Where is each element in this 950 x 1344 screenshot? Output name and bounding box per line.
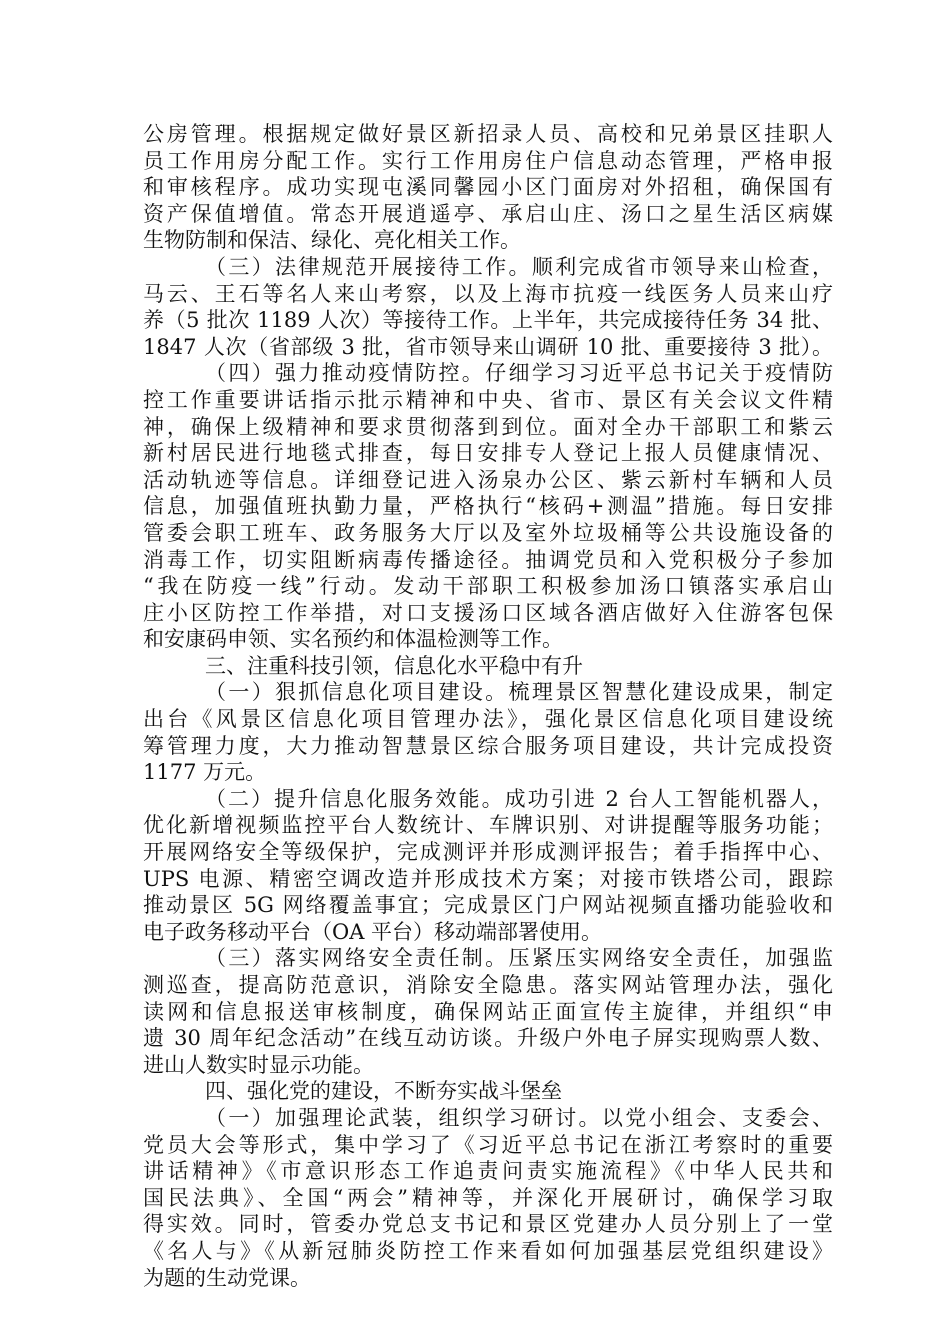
text-line: 1847 人次（省部级 3 批，省市领导来山调研 10 批、重要接待 3 批）。 [143, 334, 833, 359]
text-line: 管委会职工班车、政务服务大厅以及室外垃圾桶等公共设施设备的 [143, 520, 833, 545]
text-line: 1177 万元。 [143, 760, 267, 785]
text-line: 控工作重要讲话指示批示精神和中央、省市、景区有关会议文件精 [143, 387, 833, 412]
text-line: UPS 电源、精密空调改造并形成技术方案；对接市铁塔公司，跟踪 [143, 866, 833, 891]
text-line: 生物防制和保洁、绿化、亮化相关工作。 [143, 228, 521, 253]
text-line: 讲话精神》《市意识形态工作追责问责实施流程》《中华人民共和 [143, 1159, 833, 1184]
text-line: “我在防疫一线”行动。发动干部职工积极参加汤口镇落实承启山 [143, 574, 833, 599]
text-line: （二）提升信息化服务效能。成功引进 2 台人工智能机器人， [205, 786, 833, 811]
text-line: 为题的生动党课。 [143, 1265, 311, 1290]
text-line: （四）强力推动疫情防控。仔细学习习近平总书记关于疫情防 [205, 361, 833, 386]
text-line: 员工作用房分配工作。实行工作用房住户信息动态管理，严格申报 [143, 148, 833, 173]
text-line: 进山人数实时显示功能。 [143, 1052, 374, 1077]
text-line: 党员大会等形式，集中学习了《习近平总书记在浙江考察时的重要 [143, 1132, 833, 1157]
text-line: 读网和信息报送审核制度，确保网站正面宣传主旋律，并组织“申 [143, 999, 833, 1024]
text-line: 庄小区防控工作举措，对口支援汤口区域各酒店做好入住游客包保 [143, 600, 833, 625]
text-line: 养（5 批次 1189 人次）等接待工作。上半年，共完成接待任务 34 批、 [143, 308, 833, 333]
text-line: 遗 30 周年纪念活动”在线互动访谈。升级户外电子屏实现购票人数、 [143, 1026, 833, 1051]
text-line: （三）法律规范开展接待工作。顺利完成省市领导来山检查， [205, 254, 833, 279]
text-line: 四、强化党的建设，不断夯实战斗堡垒 [205, 1079, 562, 1104]
text-line: 新村居民进行地毯式排查，每日安排专人登记上报人员健康情况、 [143, 441, 833, 466]
text-line: 电子政务移动平台（OA 平台）移动端部署使用。 [143, 919, 603, 944]
text-line: 马云、王石等名人来山考察，以及上海市抗疫一线医务人员来山疗 [143, 281, 833, 306]
text-line: 三、注重科技引领，信息化水平稳中有升 [205, 653, 583, 678]
text-line: （一）加强理论武装，组织学习研讨。以党小组会、支委会、 [205, 1105, 833, 1130]
text-line: 得实效。同时，管委办党总支书记和景区党建办人员分别上了一堂 [143, 1212, 833, 1237]
text-line: 和安康码申领、实名预约和体温检测等工作。 [143, 627, 563, 652]
text-line: （一）狠抓信息化项目建设。梳理景区智慧化建设成果，制定 [205, 680, 833, 705]
text-line: （三）落实网络安全责任制。压紧压实网络安全责任，加强监 [205, 946, 833, 971]
text-line: 和审核程序。成功实现屯溪同馨园小区门面房对外招租，确保国有 [143, 175, 833, 200]
document-body [143, 121, 833, 1291]
text-line: 《名人与》《从新冠肺炎防控工作来看如何加强基层党组织建设》 [143, 1238, 833, 1263]
text-line: 国民法典》、全国“两会”精神等，并深化开展研讨，确保学习取 [143, 1185, 833, 1210]
text-line: 优化新增视频监控平台人数统计、车牌识别、对讲提醒等服务功能； [143, 813, 833, 838]
text-line: 神，确保上级精神和要求贯彻落到到位。面对全办干部职工和紫云 [143, 414, 833, 439]
text-line: 推动景区 5G 网络覆盖事宜；完成景区门户网站视频直播功能验收和 [143, 893, 833, 918]
text-line: 筹管理力度，大力推动智慧景区综合服务项目建设，共计完成投资 [143, 733, 833, 758]
text-line: 开展网络安全等级保护，完成测评并形成测评报告；着手指挥中心、 [143, 840, 833, 865]
text-line: 资产保值增值。常态开展逍遥亭、承启山庄、汤口之星生活区病媒 [143, 201, 833, 226]
text-line: 信息，加强值班执勤力量，严格执行“核码+测温”措施。每日安排 [143, 494, 833, 519]
text-line: 消毒工作，切实阻断病毒传播途径。抽调党员和入党积极分子参加 [143, 547, 833, 572]
text-line: 出台《风景区信息化项目管理办法》，强化景区信息化项目建设统 [143, 707, 833, 732]
text-line: 公房管理。根据规定做好景区新招录人员、高校和兄弟景区挂职人 [143, 122, 833, 146]
text-line: 测巡查，提高防范意识，消除安全隐患。落实网站管理办法，强化 [143, 973, 833, 997]
text-line: 活动轨迹等信息。详细登记进入汤泉办公区、紫云新村车辆和人员 [143, 467, 833, 492]
